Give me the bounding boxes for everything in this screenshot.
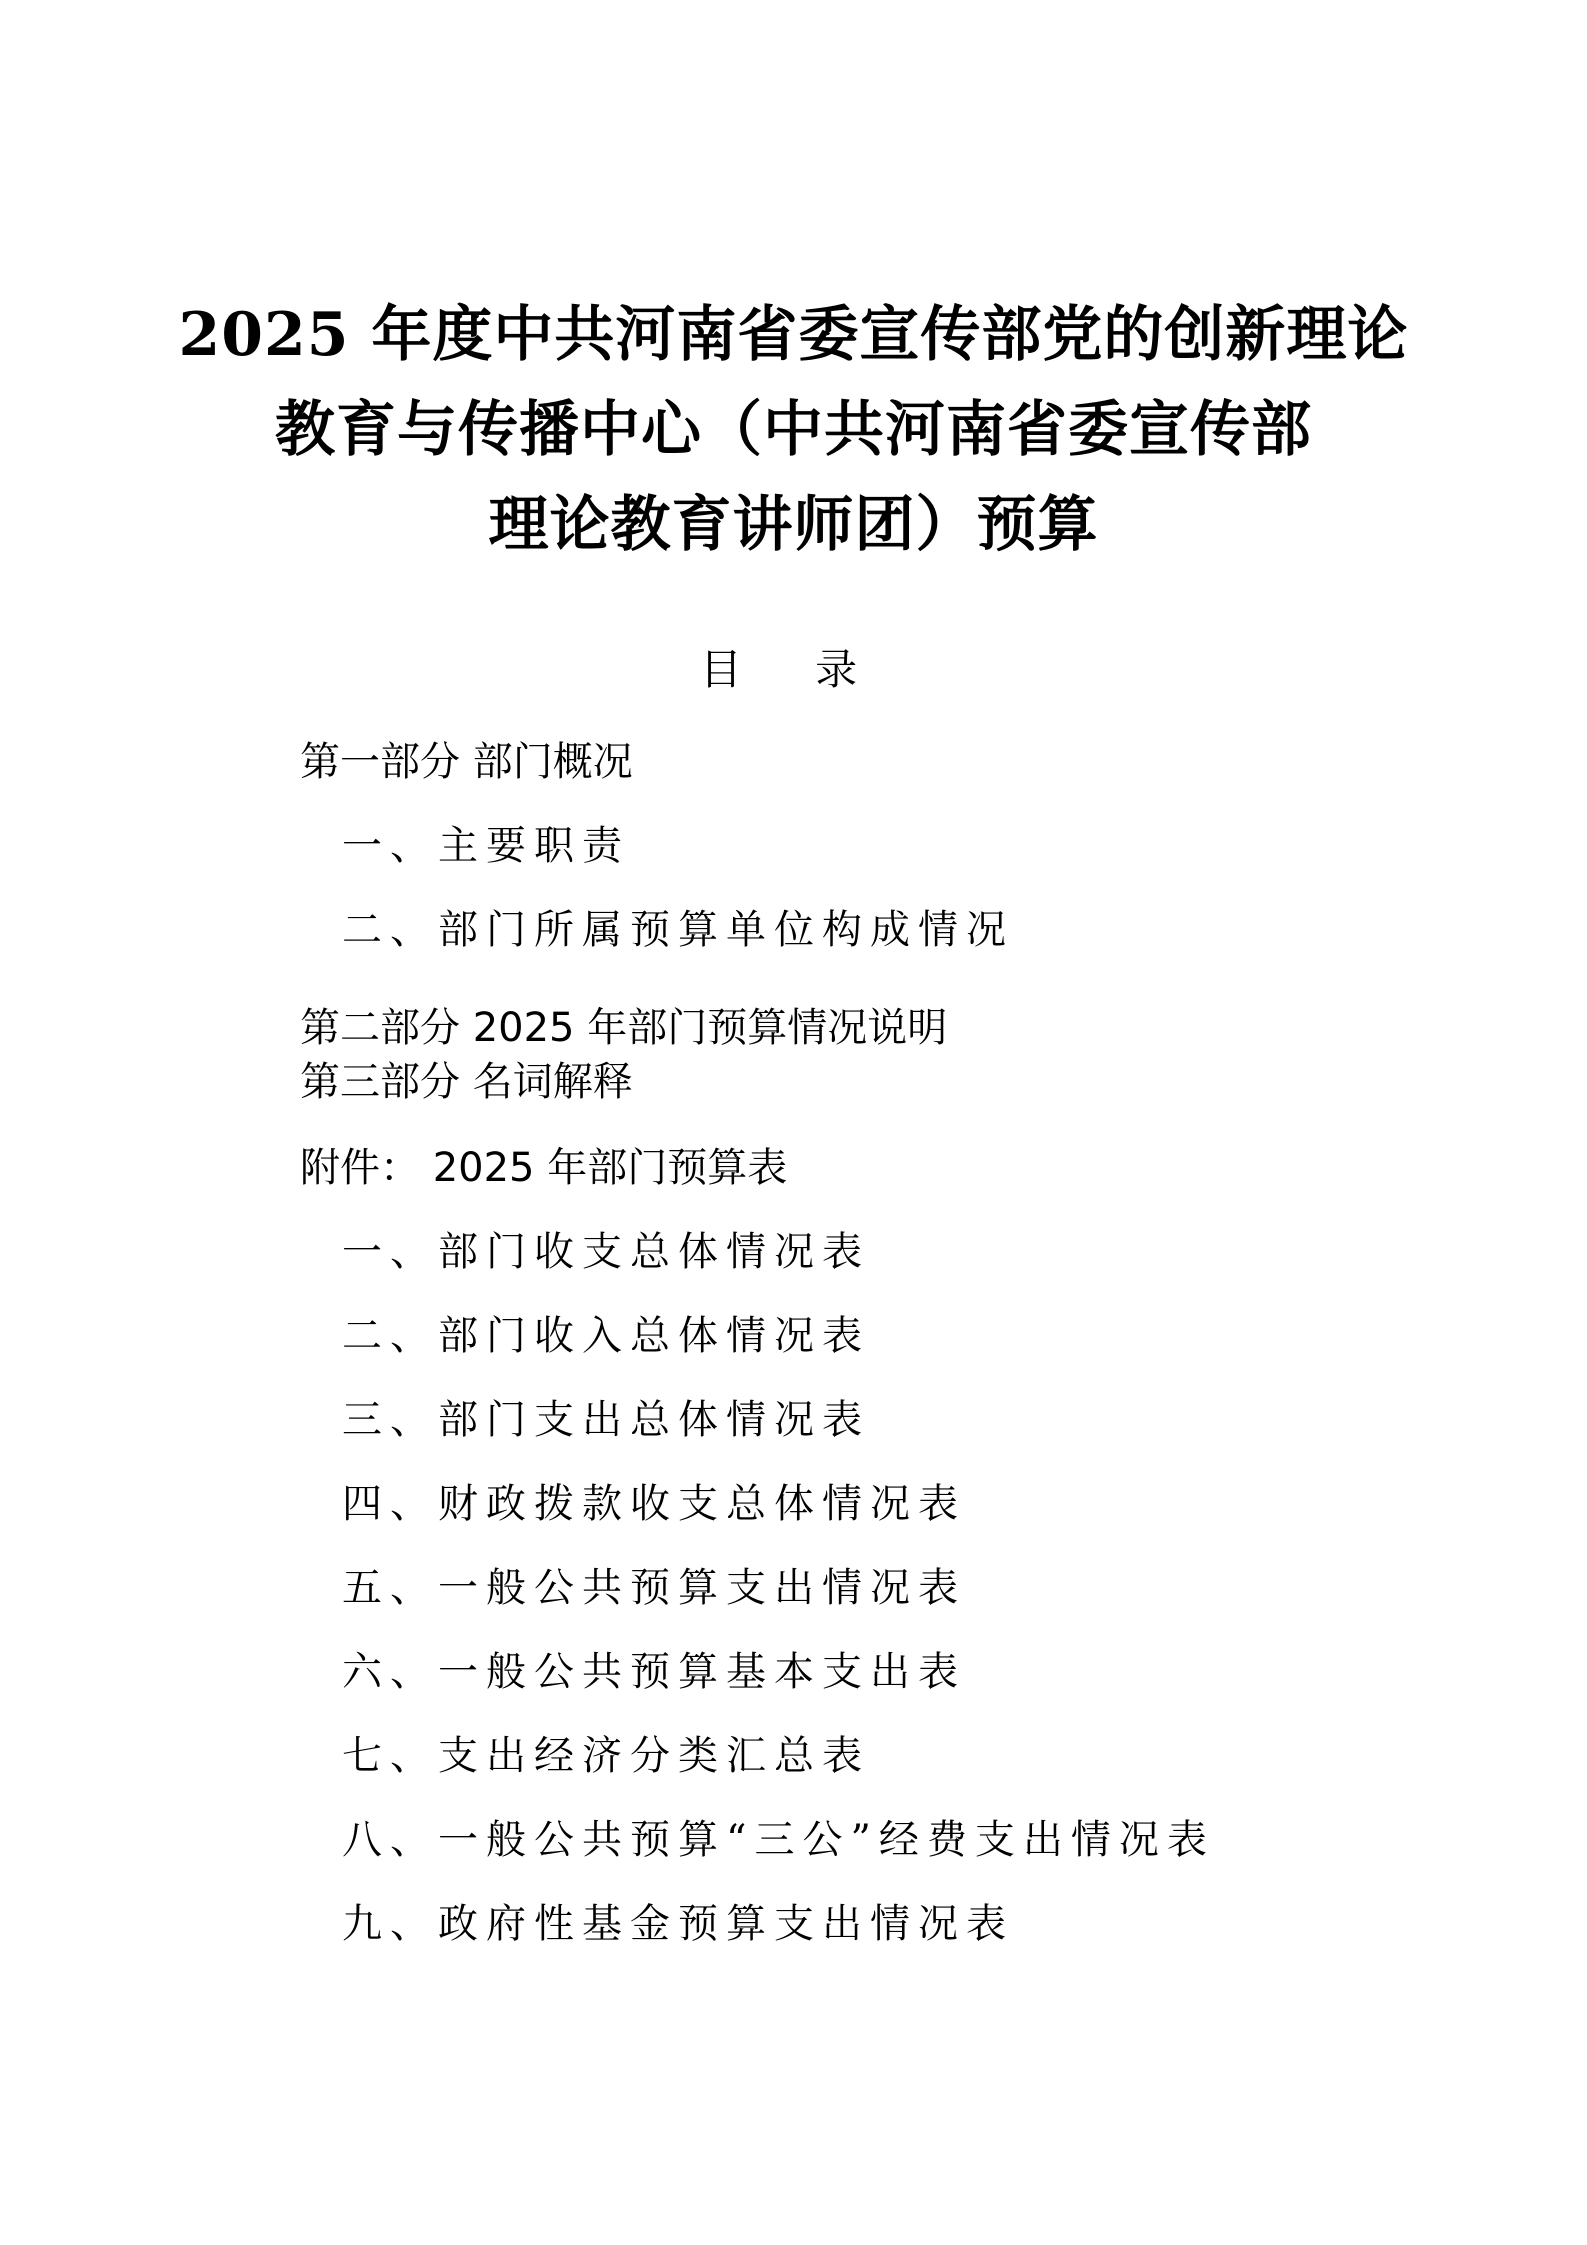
- document-title-line-3: 理论教育讲师团）预算: [488, 490, 1099, 560]
- toc-attachment-item: 三、部门支出总体情况表: [342, 1397, 870, 1443]
- toc-part-2: 第二部分 2025 年部门预算情况说明: [300, 1005, 948, 1051]
- toc-item-main-duties: 一、主要职责: [342, 823, 630, 869]
- document-title-line-1: 2025 年度中共河南省委宣传部党的创新理论: [178, 300, 1409, 370]
- toc-attachment-item: 八、一般公共预算“三公”经费支出情况表: [342, 1817, 1215, 1863]
- toc-attachment-item: 二、部门收入总体情况表: [342, 1313, 870, 1359]
- toc-heading: 目 录: [699, 645, 888, 694]
- document-title-line-2: 教育与传播中心（中共河南省委宣传部: [275, 395, 1312, 465]
- toc-attachment-item: 九、政府性基金预算支出情况表: [342, 1901, 1014, 1947]
- toc-part-3: 第三部分 名词解释: [300, 1059, 633, 1105]
- toc-attachment-item: 六、一般公共预算基本支出表: [342, 1649, 966, 1695]
- toc-attachment: 附件： 2025 年部门预算表: [300, 1145, 788, 1191]
- toc-attachment-item: 四、财政拨款收支总体情况表: [342, 1481, 966, 1527]
- toc-attachment-item: 七、支出经济分类汇总表: [342, 1733, 870, 1779]
- toc-attachment-item: 五、一般公共预算支出情况表: [342, 1565, 966, 1611]
- toc-item-budget-units: 二、部门所属预算单位构成情况: [342, 907, 1014, 953]
- toc-part-1: 第一部分 部门概况: [300, 739, 633, 785]
- toc-attachment-item: 一、部门收支总体情况表: [342, 1229, 870, 1275]
